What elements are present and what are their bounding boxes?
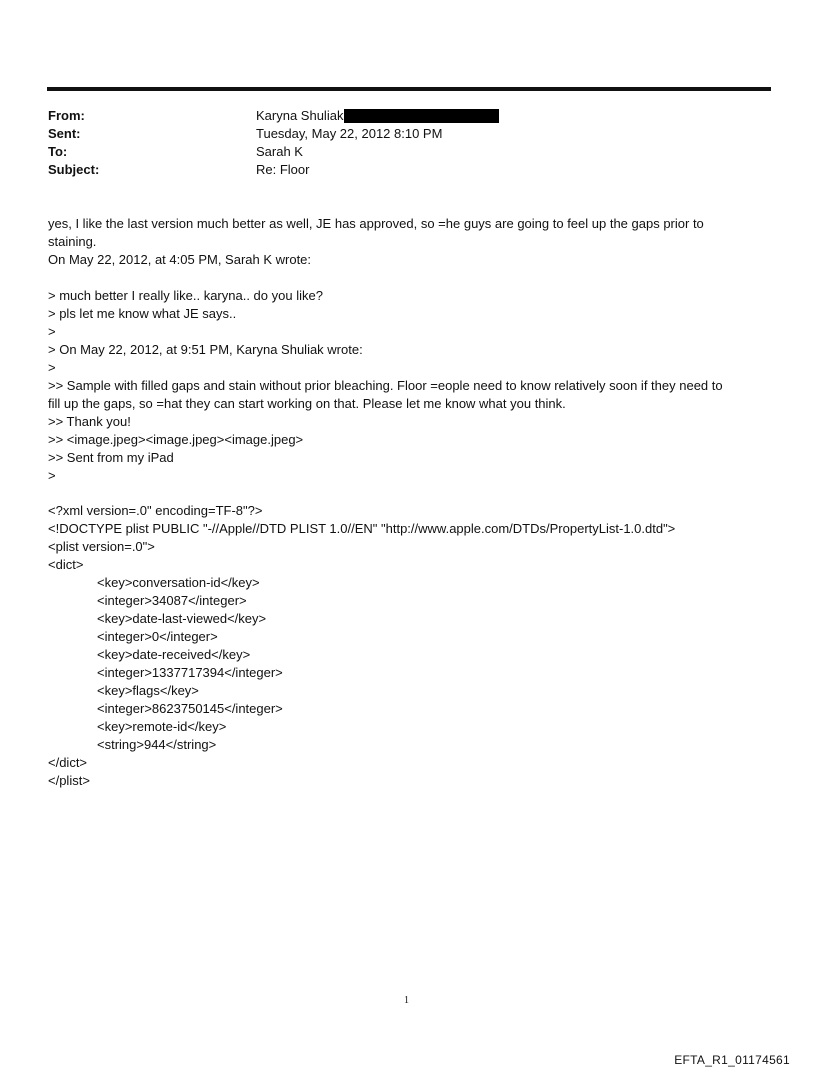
body-line: > On May 22, 2012, at 9:51 PM, Karyna Shuliak wrote:: [48, 342, 363, 357]
page-number: 1: [404, 995, 409, 1006]
body-line: On May 22, 2012, at 4:05 PM, Sarah K wrote:: [48, 252, 312, 267]
bates-number: EFTA_R1_01174561: [674, 1053, 790, 1067]
plist-line: <integer>1337717394</integer>: [97, 665, 283, 680]
plist-line: <plist version=.0">: [48, 539, 155, 554]
body-line: > much better I really like.. karyna.. do you like?: [48, 288, 323, 303]
plist-line: <key>date-last-viewed</key>: [97, 611, 267, 626]
plist-line: <!DOCTYPE plist PUBLIC "-//Apple//DTD PLIST 1.0//EN" "http://www.apple.com/DTDs/PropertyList-1.0.dtd">: [48, 521, 676, 536]
subject-value: Re: Floor: [256, 162, 310, 177]
body-line: >> Thank you!: [48, 414, 131, 429]
sent-value: Tuesday, May 22, 2012 8:10 PM: [256, 126, 443, 141]
from-name: Karyna Shuliak: [256, 108, 344, 123]
to-label: To:: [48, 144, 68, 159]
from-label: From:: [48, 108, 85, 123]
plist-line: <integer>8623750145</integer>: [97, 701, 283, 716]
body-line: yes, I like the last version much better as well, JE has approved, so =he guys are going to feel up the gaps prior to: [48, 216, 704, 231]
body-line: >> Sent from my iPad: [48, 450, 174, 465]
plist-line: <key>conversation-id</key>: [97, 575, 260, 590]
sent-label: Sent:: [48, 126, 81, 141]
body-line: fill up the gaps, so =hat they can start working on that. Please let me know what you think.: [48, 396, 566, 411]
header-divider: [47, 87, 771, 91]
from-value: [256, 107, 499, 125]
plist-line: <key>flags</key>: [97, 683, 199, 698]
body-line: >: [48, 324, 56, 339]
plist-line: <integer>0</integer>: [97, 629, 218, 644]
plist-line: <key>remote-id</key>: [97, 719, 227, 734]
plist-line: </plist>: [48, 773, 90, 788]
body-line: > pls let me know what JE says..: [48, 306, 237, 321]
body-line: staining.: [48, 234, 97, 249]
body-line: >> Sample with filled gaps and stain without prior bleaching. Floor =eople need to know relatively soon if they need to: [48, 378, 723, 393]
plist-line: <string>944</string>: [97, 737, 217, 752]
plist-line: <integer>34087</integer>: [97, 593, 247, 608]
redaction-box: [344, 109, 499, 123]
body-line: >: [48, 468, 56, 483]
body-line: >> <image.jpeg><image.jpeg><image.jpeg>: [48, 432, 304, 447]
plist-line: <?xml version=.0" encoding=TF-8"?>: [48, 503, 263, 518]
plist-line: </dict>: [48, 755, 88, 770]
plist-line: <key>date-received</key>: [97, 647, 251, 662]
subject-label: Subject:: [48, 162, 100, 177]
body-line: >: [48, 360, 56, 375]
plist-line: <dict>: [48, 557, 84, 572]
to-value: Sarah K: [256, 144, 303, 159]
